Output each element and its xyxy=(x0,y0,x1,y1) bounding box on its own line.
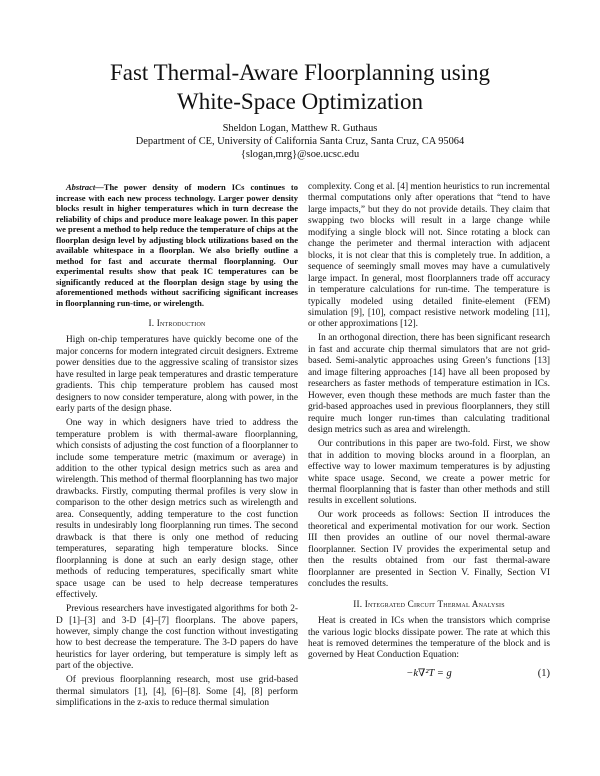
paragraph: Previous researchers have investigated algorithms for both 2-D [1]–[3] and 3-D [4]–[7] floorplans. The above papers, however, simply change the cost function without investigating how to best decrease the temperature. The 3-D papers do have heuristics for layer ordering, but temperature is simply left as part of the objective. xyxy=(56,604,298,672)
paragraph: One way in which designers have tried to address the temperature problem is with thermal-aware floorplanning, which consists of adjusting the cost function of a floorplanner to include some temperature metric (maximum or average) in addition to the other typical design metrics such as area and wirelength. This method of thermal floorplanning has two major drawbacks. Firstly, computing thermal profiles is very slow in comparison to the other design metrics such as wirelength and area. Consequently, adding temperature to the cost function results in undesirably long floorplanning run times. The second drawback is that there is only one method of reducing temperatures, separating high temperature blocks. Since floorplanning is done at such an early design stage, other methods of reducing temperatures, specifically smart white space usage can be used to help decrease temperatures effectively. xyxy=(56,418,298,601)
equation-1 xyxy=(308,668,550,686)
paragraph: Our work proceeds as follows: Section II introduces the theoretical and experimental motivation for our work. Section III then provides an outline of our novel thermal-aware floorplanner. Section IV provides the experimental setup and then the results obtained from our fast thermal-aware floorplanner are presented in Section V. Finally, Section VI concludes the results. xyxy=(308,510,550,590)
section-name: Integrated Circuit Thermal Analysis xyxy=(364,598,505,609)
equation-body: −k∇²T = g xyxy=(406,667,452,679)
paragraph: In an orthogonal direction, there has been significant research in fast and accurate chip thermal simulators that are not grid-based. Semi-analytic approaches using Green’s functions [13] and image filtering approaches [14] have all been proposed by researchers as faster methods of temperature estimation in ICs. However, even though these methods are much faster than the grid-based approaches used in previous floorplanners, they still require much longer run-times than calculating traditional design metrics such as area and wirelength. xyxy=(308,333,550,436)
section-name: Introduction xyxy=(156,318,206,328)
email: {slogan,mrg}@soe.ucsc.edu xyxy=(240,149,360,160)
author-names: Sheldon Logan, Matthew R. Guthaus xyxy=(222,123,378,134)
abstract-lead: Abstract xyxy=(66,182,96,192)
section-number: I. xyxy=(148,318,155,328)
author-block xyxy=(40,122,560,161)
paragraph: High on-chip temperatures have quickly become one of the major concerns for modern integrated circuit designers. Extreme power densities due to the aggressive scaling of transistor sizes have resulted in large peak temperatures and drastic temperature gradients. This chip temperature problem has caused most designers to now consider temperature, along with power, in the early parts of the design phase. xyxy=(56,335,298,415)
paragraph: Heat is created in ICs when the transistors which comprise the various logic blocks dissipate power. The rate at which this heat is removed determines the temperature of the block and is governed by Heat Conduction Equation: xyxy=(308,616,550,661)
section-number: II. xyxy=(353,598,363,609)
abstract xyxy=(56,182,298,308)
affiliation: Department of CE, University of California Santa Cruz, Santa Cruz, CA 95064 xyxy=(135,136,465,147)
right-column xyxy=(308,182,550,686)
title-line-1: Fast Thermal-Aware Floorplanning using xyxy=(109,60,491,85)
paragraph: Our contributions in this paper are two-fold. First, we show that in addition to moving blocks around in a floorplan, an effective way to lower maximum temperatures is by adjusting white space usage. Second, we create a power metric for thermal floorplanning that is faster than other methods and still results in excellent solutions. xyxy=(308,439,550,507)
left-column xyxy=(56,182,298,712)
equation-number: (1) xyxy=(537,667,550,679)
abstract-text: —The power density of modern ICs continues to increase with each new process technology. Larger power density blocks result in higher temperatures which in turn decrease the reliability of chips and produce more leakage power. In this paper we present a method to help reduce the temperature of chips at the floorplan design level by adjusting block utilizations based on the available whitespace in a floorplan. We also briefly outline a method for fast and accurate thermal floorplanning. Our experimental results show that peak IC temperatures can be significantly reduced at the floorplan design stage by using the aforementioned methods without sacrificing significant increases in floorplanning run-time, or wirelength. xyxy=(56,182,298,308)
section-heading-introduction xyxy=(56,318,298,329)
paragraph: Of previous floorplanning research, most use grid-based thermal simulators [1], [4], [6]–[8]. Some [4], [8] perform simplifications in the z-axis to reduce thermal simulation xyxy=(56,675,298,709)
section-heading-thermal-analysis xyxy=(308,599,550,610)
title-line-2: White-Space Optimization xyxy=(177,89,423,114)
paper-title xyxy=(40,58,560,116)
paragraph: complexity. Cong et al. [4] mention heuristics to run incremental thermal computations only after operations that “tend to have large impacts,” but they do not provide details. They claim that swapping two blocks will result in a large change while modifying a single block will not. Since rotating a block can change the perimeter and thermal interaction with adjacent blocks, it is not clear that this is completely true. In addition, a sequence of seemingly small moves may have a cumulatively large impact. In general, most floorplanners trade off accuracy in temperature calculations for run-time. The temperature is typically modeled using detailed finite-element (FEM) simulation [9], [10], compact resistive network modeling [11], or other approximations [12]. xyxy=(308,182,551,330)
